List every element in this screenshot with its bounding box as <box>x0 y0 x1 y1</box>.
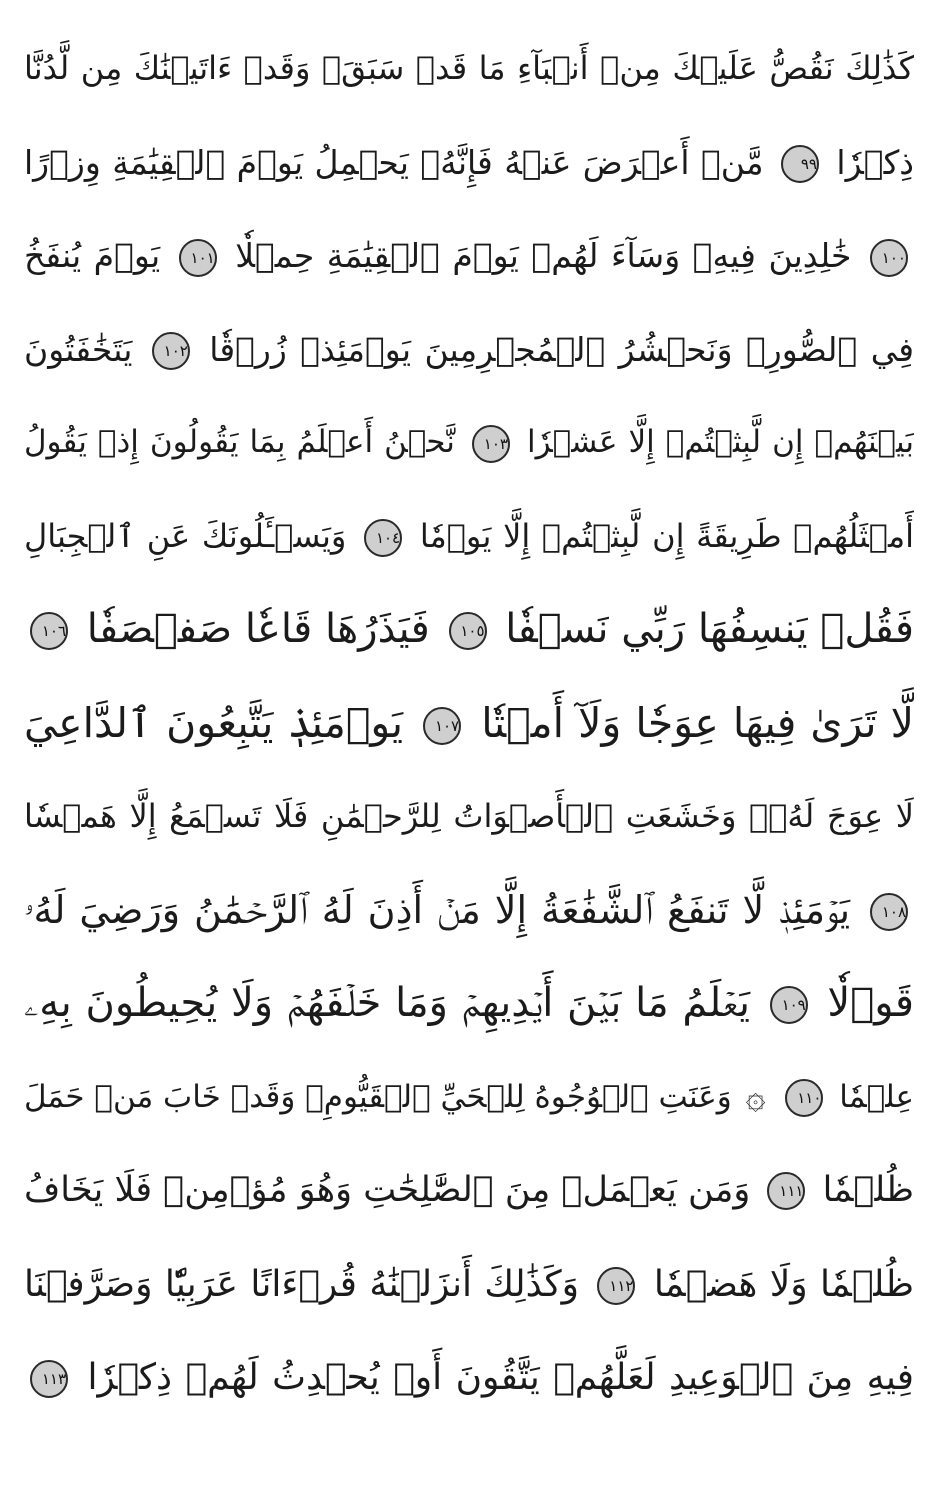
text-line <box>24 490 914 584</box>
verse-text: نَّحۡنُ أَعۡلَمُ بِمَا يَقُولُونَ إِذۡ يَقُولُ <box>24 424 455 460</box>
ayah-number-marker: ١١٣ <box>30 1360 68 1398</box>
text-line <box>24 303 914 397</box>
text-line <box>24 22 914 116</box>
ayah-number-marker: ١٠٥ <box>449 612 487 650</box>
ayah-number-marker: ١١٠ <box>785 1079 823 1117</box>
text-line <box>24 770 914 864</box>
verse-text: قَوۡلٗا <box>827 980 914 1026</box>
text-line <box>24 957 914 1051</box>
text-line <box>24 396 914 490</box>
verse-text: يَوۡمَئِذٖ لَّا تَنفَعُ ٱلشَّفَٰعَةُ إِلَّا مَنۡ أَذِنَ لَهُ ٱلرَّحۡمَٰنُ وَرَضِيَ لَهُۥ <box>24 887 851 932</box>
verse-text: مَّنۡ أَعۡرَضَ عَنۡهُ فَإِنَّهُۥ يَحۡمِلُ يَوۡمَ ٱلۡقِيَٰمَةِ وِزۡرًا <box>24 142 764 182</box>
verse-text: وَعَنَتِ ٱلۡوُجُوهُ لِلۡحَيِّ ٱلۡقَيُّومِۖ وَقَدۡ خَابَ مَنۡ حَمَلَ <box>24 1078 732 1115</box>
verse-text: أَمۡثَلُهُمۡ طَرِيقَةً إِن لَّبِثۡتُمۡ إِلَّا يَوۡمٗا <box>419 516 914 555</box>
verse-text: وَكَذَٰلِكَ أَنزَلۡنَٰهُ قُرۡءَانًا عَرَبِيّٗا وَصَرَّفۡنَا <box>24 1263 580 1305</box>
ayah-number-marker: ١٠٦ <box>30 612 68 650</box>
text-line <box>24 1238 914 1332</box>
verse-text: وَيَسۡـَٔلُونَكَ عَنِ ٱلۡجِبَالِ <box>24 516 347 555</box>
verse-text: عِلۡمٗا <box>839 1078 914 1115</box>
verse-text: ظُلۡمٗا وَلَا هَضۡمٗا <box>653 1263 914 1305</box>
text-line <box>24 864 914 958</box>
verse-text: وَمَن يَعۡمَلۡ مِنَ ٱلصَّٰلِحَٰتِ وَهُوَ مُؤۡمِنٞ فَلَا يَخَافُ <box>24 1170 751 1210</box>
ayah-number-marker: ١٠٧ <box>423 707 461 745</box>
verse-text: يَوۡمَ يُنفَخُ <box>24 236 161 275</box>
verse-text: ذِكۡرٗا <box>836 142 914 182</box>
text-line <box>24 209 914 303</box>
verse-text: فِيهِ مِنَ ٱلۡوَعِيدِ لَعَلَّهُمۡ يَتَّقُونَ أَوۡ يُحۡدِثُ لَهُمۡ ذِكۡرٗا <box>87 1357 914 1398</box>
text-line <box>24 1144 914 1238</box>
verse-text: يَعۡلَمُ مَا بَيۡنَ أَيۡدِيهِمۡ وَمَا خَلۡفَهُمۡ وَلَا يُحِيطُونَ بِهِۦ <box>24 980 751 1026</box>
ayah-number-marker: ٩٩ <box>781 145 819 183</box>
verse-text: لَا عِوَجَ لَهُۥۖ وَخَشَعَتِ ٱلۡأَصۡوَاتُ لِلرَّحۡمَٰنِ فَلَا تَسۡمَعُ إِلَّا هَمۡسٗا <box>24 797 914 835</box>
ayah-number-marker: ١٠٨ <box>870 893 908 931</box>
ayah-number-marker: ١٠٣ <box>472 425 510 463</box>
verse-text: كَذَٰلِكَ نَقُصُّ عَلَيۡكَ مِنۡ أَنۢبَآءِ مَا قَدۡ سَبَقَۚ وَقَدۡ ءَاتَيۡنَٰكَ مِن لَّدُنَّا <box>24 49 914 87</box>
verse-text: لَّا تَرَىٰ فِيهَا عِوَجٗا وَلَآ أَمۡتٗا <box>481 698 914 747</box>
ayah-number-marker: ١٠٤ <box>364 519 402 557</box>
verse-text: يَتَخَٰفَتُونَ <box>24 329 133 369</box>
verse-text: فَقُلۡ يَنسِفُهَا رَبِّي نَسۡفٗا <box>505 606 914 652</box>
ayah-number-marker: ١١٢ <box>597 1267 635 1305</box>
text-line <box>24 1331 914 1425</box>
verse-text: خَٰلِدِينَ فِيهِۖ وَسَآءَ لَهُمۡ يَوۡمَ ٱلۡقِيَٰمَةِ حِمۡلٗا <box>235 236 852 275</box>
text-line <box>24 583 914 677</box>
hizb-icon: ۞ <box>745 1077 766 1118</box>
verse-text: بَيۡنَهُمۡ إِن لَّبِثۡتُمۡ إِلَّا عَشۡرٗا <box>526 424 914 460</box>
verse-text: يَوۡمَئِذٖ يَتَّبِعُونَ ٱلدَّاعِيَ <box>24 698 404 747</box>
text-line <box>24 116 914 210</box>
ayah-number-marker: ١١١ <box>767 1172 805 1210</box>
verse-text: ظُلۡمٗا <box>822 1170 914 1210</box>
ayah-number-marker: ١٠١ <box>179 239 217 277</box>
text-line <box>24 1051 914 1145</box>
verse-text: فِي ٱلصُّورِۚ وَنَحۡشُرُ ٱلۡمُجۡرِمِينَ يَوۡمَئِذٖ زُرۡقٗا <box>209 329 914 369</box>
ayah-number-marker: ١٠٠ <box>870 239 908 277</box>
ayah-number-marker: ١٠٢ <box>152 332 190 370</box>
text-line <box>24 677 914 771</box>
ayah-number-marker: ١٠٩ <box>770 986 808 1024</box>
verse-text: فَيَذَرُهَا قَاعٗا صَفۡصَفٗا <box>86 606 430 652</box>
